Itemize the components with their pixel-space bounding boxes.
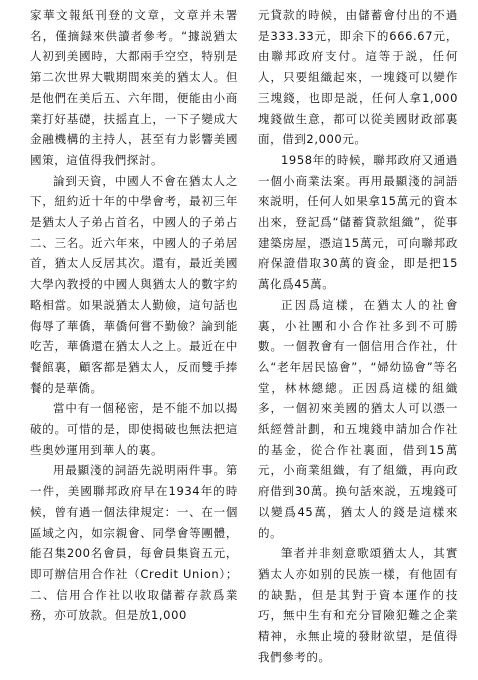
paragraph: 用最顯淺的詞語先説明兩件事。第一件，美國聯邦政府早在1934年的時候，曾有過一個法律規定：一、在一個區域之內，如宗親會、同學會等團體，能召集200名會員，每會員集資五元，即可辦信用合作社（Credit Union）；二、信用合作社以收取儲蓄存款爲業務，亦可放款。但是放1,000 xyxy=(30,463,238,623)
paragraph: 家華文報紙刊登的文章，文章并未署名，僅摘録來供讀者參考。“據説猶太人初到美國時，大都兩手空空，特别是第二次世界大戰期間來美的猶太人。但是他們在美后五、六年間，便能由小商業打好基礎，扶摇直上，一下子變成大金融機構的主持人，甚至有力影響美國國策，這值得我們探討。 xyxy=(30,8,238,167)
paragraph: 論到天資，中國人不會在猶太人之下，紐約近十年的中學會考，最初三年是猶太人子弟占首名，中國人的子弟占二、三名。近六年來，中國人的子弟居首，猶太人反居其次。還有，最近美國大學內教授的中國人與猶太人的數字約略相當。如果説猶太人勤儉，這句話也侮辱了華僑，華僑何嘗不勤儉？論到能吃苦，華僑還在猶太人之上。最近在中餐館裏，顧客都是猶太人，反而雙手捧餐的是華僑。 xyxy=(30,173,238,395)
left-text-column xyxy=(30,5,238,626)
paragraph: 1958年的時候，聯邦政府又通過一個小商業法案。再用最顯淺的詞語來説明，任何人如果拿15萬元的資本出來，登記爲“儲蓄貸款組織”，從事建築房屋，憑這15萬元，可向聯邦政府保證借取30萬的資金，即是把15萬化爲45萬。 xyxy=(258,152,458,292)
paragraph: 當中有一個秘密，是不能不加以揭破的。可惜的是，即使揭破也無法把這些奥妙運用到華人的裏。 xyxy=(30,401,238,457)
paragraph: 筆者并非刻意歌頌猶太人，其實猶太人亦如别的民族一樣，有他固有的缺點，但是其對于資本運作的技巧，無中生有和充分冒險犯難之企業精神，永無止境的發財欲望，是值得我們參考的。 xyxy=(258,546,458,664)
right-text-column xyxy=(258,5,458,668)
paragraph: 正因爲這樣，在猶太人的社會裏，小社團和小合作社多到不可勝數。一個教會有一個信用合作社，什么“老年居民協會”，“婦幼協會”等名堂，林林總總。正因爲這樣的組織多，一個初來美國的猶太人可以憑一紙經營計劃，和五塊錢申請加合作社的基金，從合作社裏面，借到15萬元，小商業組織，有了組織，再向政府借到30萬。换句話來説，五塊錢可以變爲45萬，猶太人的錢是這樣來的。 xyxy=(258,297,458,540)
paragraph: 元貸款的時候，由儲蓄會付出的不過是333.33元，即余下的666.67元，由聯邦政府支付。這等于説，任何人，只要組織起來，一塊錢可以變作三塊錢，也即是説，任何人拿1,000塊錢做生意，都可以從美國財政部裏面，借到2,000元。 xyxy=(258,8,458,147)
